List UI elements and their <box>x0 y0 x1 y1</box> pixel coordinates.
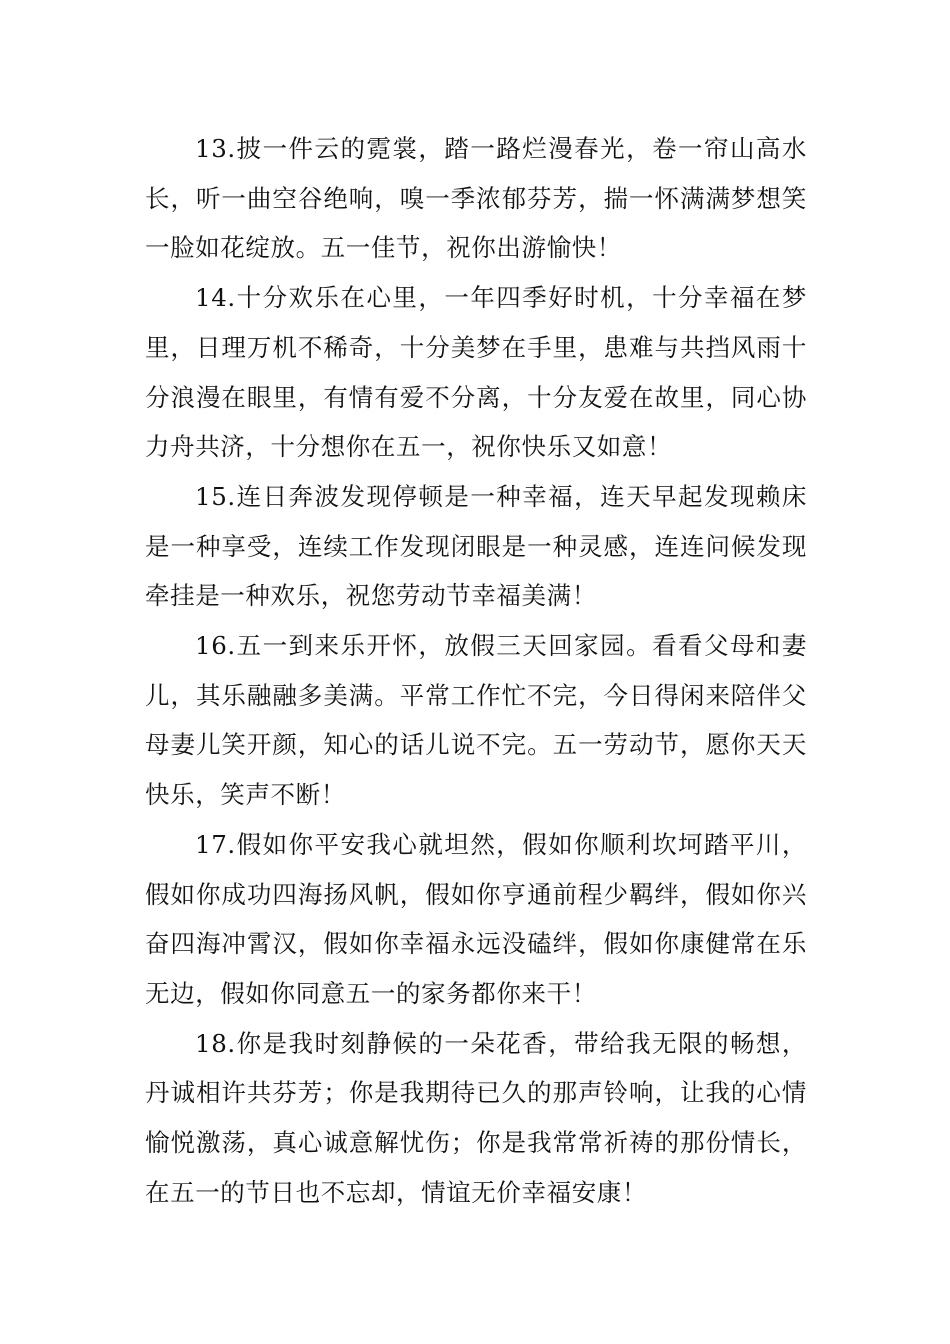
paragraph-16: 16.五一到来乐开怀，放假三天回家园。看看父母和妻儿，其乐融融多美满。平常工作忙不完，今日得闲来陪伴父母妻儿笑开颜，知心的话儿说不完。五一劳动节，愿你天天快乐，笑声不断！ <box>145 631 807 810</box>
paragraph-17: 17.假如你平安我心就坦然，假如你顺利坎坷踏平川，假如你成功四海扬风帆，假如你亨通前程少羁绊，假如你兴奋四海冲霄汉，假如你幸福永远没磕绊，假如你康健常在乐无边，假如你同意五一的家务都你来干！ <box>145 829 807 1008</box>
paragraph-14: 14.十分欢乐在心里，一年四季好时机，十分幸福在梦里，日理万机不稀奇，十分美梦在手里，患难与共挡风雨十分浪漫在眼里，有情有爱不分离，十分友爱在故里，同心协力舟共济，十分想你在五一，祝你快乐又如意！ <box>145 283 807 462</box>
paragraph-18: 18.你是我时刻静候的一朵花香，带给我无限的畅想，丹诚相许共芬芳；你是我期待已久的那声铃响，让我的心情愉悦激荡，真心诚意解忧伤；你是我常常祈祷的那份情长，在五一的节日也不忘却，情谊无价幸福安康！ <box>145 1028 807 1207</box>
document-body <box>145 124 807 1217</box>
paragraph-13: 13.披一件云的霓裳，踏一路烂漫春光，卷一帘山高水长，听一曲空谷绝响，嗅一季浓郁芬芳，揣一怀满满梦想笑一脸如花绽放。五一佳节，祝你出游愉快！ <box>145 134 807 263</box>
paragraph-15: 15.连日奔波发现停顿是一种幸福，连天早起发现赖床是一种享受，连续工作发现闭眼是一种灵感，连连问候发现牵挂是一种欢乐，祝您劳动节幸福美满！ <box>145 481 807 611</box>
